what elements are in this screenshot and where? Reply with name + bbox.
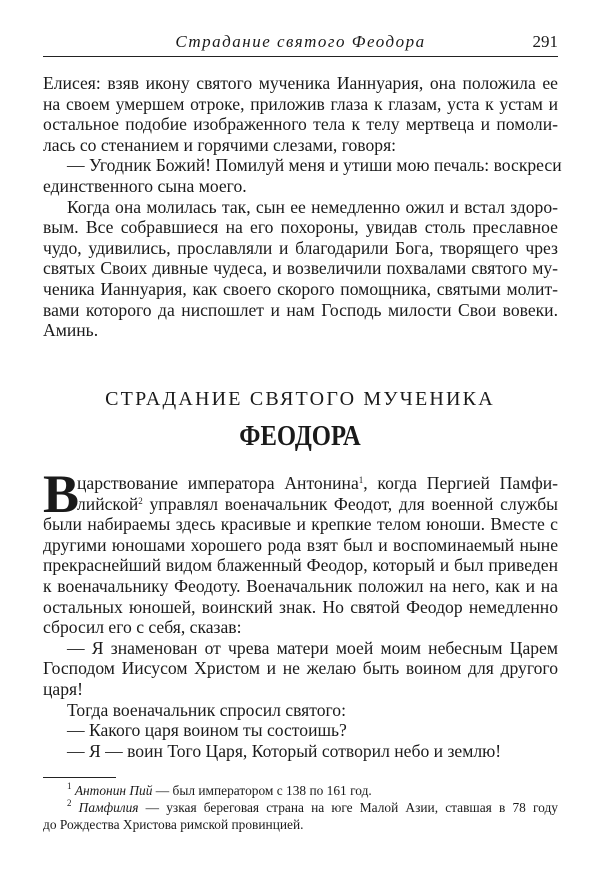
- footnotes: [43, 782, 558, 833]
- footnote-text: — был императором с 138 по 161 год.: [152, 783, 372, 798]
- text-line: Тогда военачальник спросил святого:: [67, 699, 346, 720]
- text-line: остальных юношей, воинский знак. Но святой Феодор немедленно: [43, 596, 558, 617]
- text-line: остальное подобие изображенного тела к телу мертвеца и помоли-: [43, 114, 558, 135]
- footnote-2: [43, 799, 558, 816]
- running-title: Страдание святого Феодора: [175, 32, 426, 51]
- text-line: — Я — воин Того Царя, Который сотворил небо и землю!: [67, 740, 502, 761]
- text-line: сбросил его с себя, сказав:: [43, 617, 242, 638]
- footnote-divider: [43, 777, 116, 778]
- text-line: Господом Иисусом Христом и не желаю быть воином для другого: [43, 658, 558, 679]
- chapter-text: [43, 473, 558, 761]
- text-line: Аминь.: [43, 320, 99, 341]
- text-line: другими юношами хорошего рода взят был и воспоминаемый ныне: [43, 534, 558, 555]
- running-header: [43, 30, 558, 57]
- chapter-heading: СТРАДАНИЕ СВЯТОГО МУЧЕНИКА: [105, 388, 495, 410]
- text-line: были набираемы здесь красивые и крепкие телом юноши. Вместе с: [43, 514, 558, 535]
- text-line: [43, 494, 558, 515]
- text-line: вым. Все собравшиеся на его похороны, увидав столь преславное: [43, 217, 558, 238]
- text-line: — Угодник Божий! Помилуй меня и утиши мою печаль: воскреси: [67, 155, 562, 176]
- text-line: чудо, удивились, прославляли и благодарили Бога, творящего чрез: [43, 237, 558, 258]
- footnote-mark: 2: [67, 798, 72, 808]
- text-line: единственного сына моего.: [43, 175, 247, 196]
- drop-cap: В: [43, 464, 80, 524]
- footnote-text: — узкая береговая страна на юге Малой Азии, ставшая в 78 году: [138, 800, 558, 815]
- text-line: вами которого да ниспошлет и нам Господь милости Свои вовеки.: [43, 299, 558, 320]
- text-line: царя!: [43, 678, 83, 699]
- footnote-term: Памфилия: [78, 800, 139, 815]
- text-line: — Я знаменован от чрева матери моей моим небесным Царем: [67, 637, 558, 658]
- text-line: лась со стенанием и горячими слезами, говоря:: [43, 134, 397, 155]
- footnote-term: Антонин Пий: [74, 783, 153, 798]
- text-line: Елисея: взяв икону святого мученика Ианнуария, она положила ее: [43, 73, 558, 93]
- page-number: 291: [532, 32, 558, 51]
- text-line: к военачальнику Феодоту. Военачальник положил на него, как и на: [43, 575, 558, 596]
- footnote-ref[interactable]: 2: [138, 495, 143, 506]
- text-line: святых Своих дивные чудеса, и возвеличили похвалами святого му-: [43, 258, 558, 279]
- text-line: прекраснейший видом блаженный Феодор, который и был приведен: [43, 555, 558, 576]
- text-span: , когда Пергией Памфи-: [363, 473, 558, 493]
- text-line: [43, 473, 558, 494]
- footnote-ref[interactable]: 1: [358, 475, 364, 485]
- intro-text: [43, 73, 562, 341]
- text-line: на своем умершем отроке, приложив глаза к глазам, уста к устам и: [43, 93, 558, 114]
- text-line: Когда она молилась так, сын ее немедленно ожил и встал здоро-: [67, 196, 558, 217]
- footnote-mark: 1: [67, 781, 72, 791]
- footnote-1: [43, 782, 558, 799]
- text-span: царствование императора Антонина: [77, 473, 359, 493]
- chapter-title: ФЕОДОРА: [239, 420, 361, 452]
- footnote-2-cont: до Рождества Христова римской провинцией.: [43, 817, 304, 832]
- text-span: управлял военачальник Феодот, для военной службы: [142, 493, 558, 514]
- text-span: лийской: [77, 493, 139, 514]
- text-line: ченика Ианнуария, как своего скорого помощника, святыми молит-: [43, 278, 558, 299]
- text-line: — Какого царя воином ты состоишь?: [67, 720, 347, 741]
